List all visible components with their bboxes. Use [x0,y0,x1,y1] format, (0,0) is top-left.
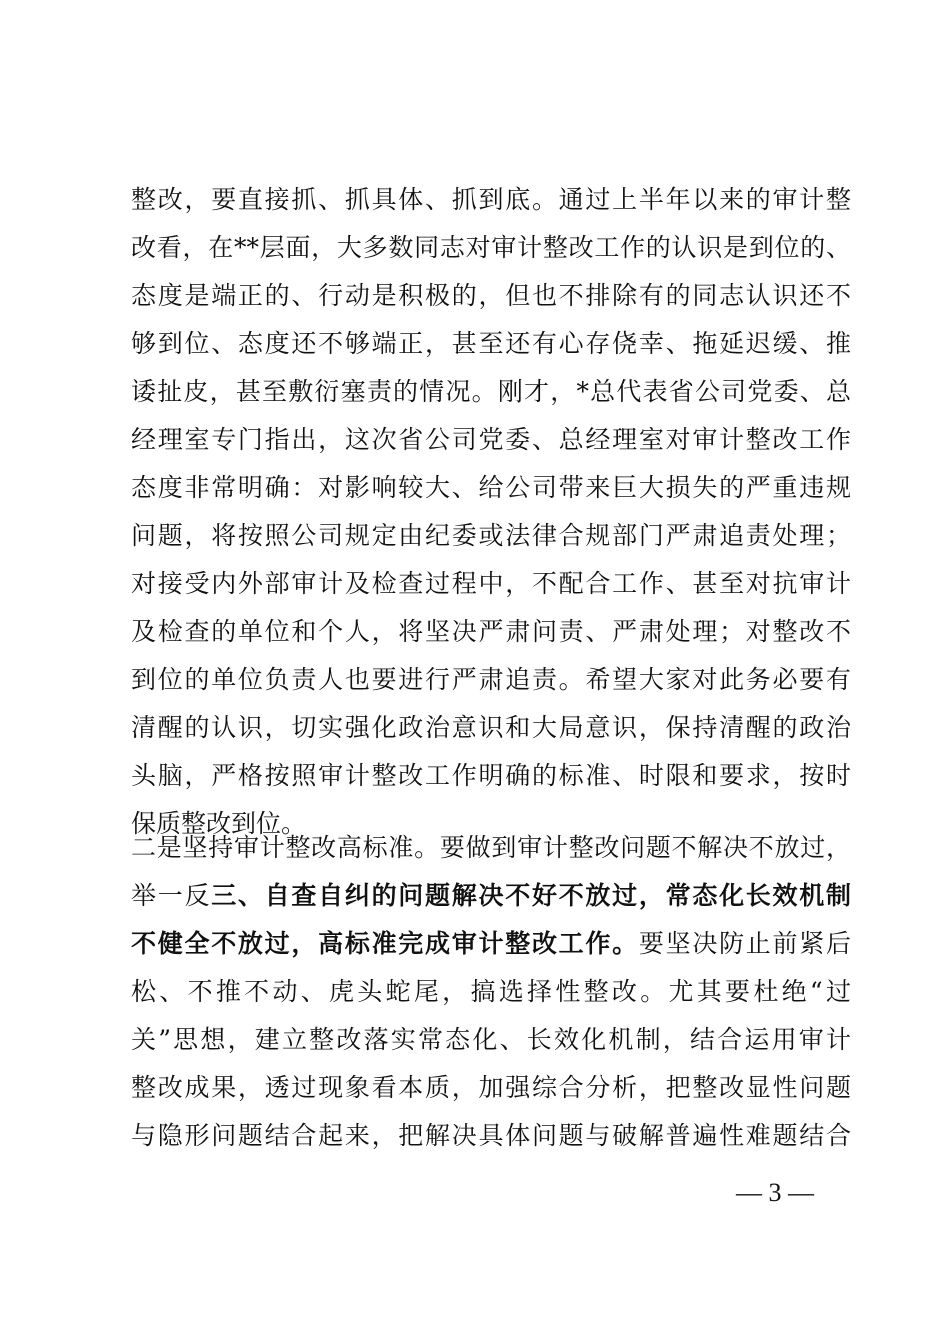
body-text-line: 态度是端正的、行动是积极的，但也不排除有的同志认识还不 [131,281,851,310]
body-text-line: 关”思想，建立整改落实常态化、长效化机制，结合运用审计 [131,1025,851,1054]
body-text-line: 诿扯皮，甚至敷衍塞责的情况。刚才，*总代表省公司党委、总 [131,377,851,406]
body-text-line: 对接受内外部审计及检查过程中，不配合工作、甚至对抗审计 [131,569,851,598]
body-text-line: 整改，要直接抓、抓具体、抓到底。通过上半年以来的审计整 [131,185,851,214]
bold-text-segment: 不健全不放过，高标准完成审计整改工作。 [131,929,639,958]
body-text-line: 与隐形问题结合起来，把解决具体问题与破解普遍性难题结合 [131,1121,851,1150]
mixed-emphasis-line [131,876,851,916]
body-text-line: 整改成果，透过现象看本质，加强综合分析，把整改显性问题 [131,1073,851,1102]
body-text-line: 问题，将按照公司规定由纪委或法律合规部门严肃追责处理； [131,521,851,550]
normal-text-segment: 举一反 [131,881,212,910]
body-text-line: 松、不推不动、虎头蛇尾，搞选择性整改。尤其要杜绝“过 [131,977,851,1006]
body-text-line: 及检查的单位和个人，将坚决严肃问责、严肃处理；对整改不 [131,617,851,646]
page-number: — 3 — [736,1178,814,1207]
body-text-line: 改看，在**层面，大多数同志对审计整改工作的认识是到位的、 [131,233,851,262]
body-text-line: 经理室专门指出，这次省公司党委、总经理室对审计整改工作 [131,425,851,454]
body-text-line: 到位的单位负责人也要进行严肃追责。希望大家对此务必要有 [131,665,851,694]
body-text-line: 清醒的认识，切实强化政治意识和大局意识，保持清醒的政治 [131,713,851,742]
mixed-emphasis-line [131,924,851,964]
body-text-line: 头脑，严格按照审计整改工作明确的标准、时限和要求，按时 [131,761,851,790]
bold-text-segment: 三、自查自纠的问题解决不好不放过，常态化长效机制 [211,881,851,910]
body-text-line: 够到位、态度还不够端正，甚至还有心存侥幸、拖延迟缓、推 [131,329,851,358]
section-heading-line: 二是坚持审计整改高标准。要做到审计整改问题不解决不放过， [131,833,851,862]
paragraph-end-line: 保质整改到位。 [131,809,307,838]
normal-text-segment: 要坚决防止前紧后 [638,929,851,958]
body-text-line: 态度非常明确：对影响较大、给公司带来巨大损失的严重违规 [131,473,851,502]
